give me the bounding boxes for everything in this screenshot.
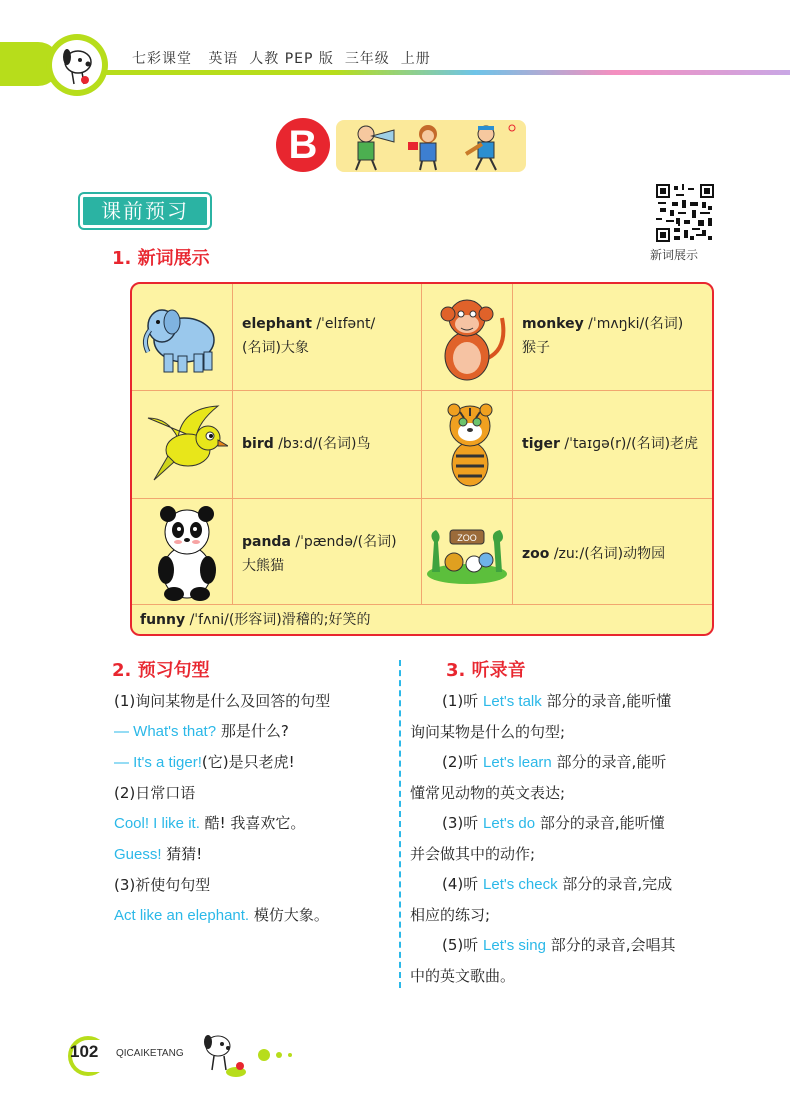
vocab-phonetic: /zuː/(名词)动物园 (549, 546, 666, 562)
english-text: Let's learn (483, 754, 552, 771)
listening-line: 中的英文歌曲。 (410, 967, 516, 985)
header-mascot-icon (52, 40, 102, 90)
vocab-meaning: 大熊猫 (242, 558, 284, 574)
sentences-list (114, 686, 330, 931)
vocab-meaning: (名词)大象 (242, 340, 309, 356)
listening-heading: 3. 听录音 (446, 660, 526, 681)
english-text: Act like an elephant. (114, 907, 250, 924)
vocab-word: zoo (522, 546, 550, 562)
vocab-word: tiger (522, 436, 560, 452)
sentence-line (114, 716, 330, 747)
qr-code-icon[interactable] (656, 184, 714, 242)
column-divider (399, 660, 401, 988)
listening-list (410, 686, 675, 991)
chinese-text: 猜猜! (161, 845, 203, 863)
vocab-elephant (242, 312, 417, 360)
chinese-text: 模仿大象。 (249, 906, 329, 924)
english-text: Let's do (483, 815, 536, 832)
chinese-text: 那是什么? (216, 722, 289, 740)
listening-line: 询问某物是什么的句型; (410, 723, 566, 741)
subject: 英语 (208, 51, 239, 67)
vocab-phonetic: /ˈfʌni/(形容词)滑稽的;好笑的 (185, 612, 371, 628)
vocab-word: panda (242, 534, 291, 550)
vocab-word: monkey (522, 316, 584, 332)
listening-line: (5)听 Let's sing 部分的录音,会唱其 (442, 936, 676, 954)
sentence-line (114, 839, 330, 870)
vocab-word: elephant (242, 316, 312, 332)
qr-caption: 新词展示 (650, 248, 699, 262)
kid-baseball-icon (466, 125, 515, 170)
sentence-line (114, 900, 330, 931)
sentence-line: (1)询问某物是什么及回答的句型 (114, 692, 331, 710)
english-text: Let's check (483, 876, 558, 893)
vocab-funny (140, 610, 370, 630)
header-rainbow-line (90, 70, 790, 75)
header-title (132, 48, 431, 68)
chinese-text: (它)是只老虎! (201, 753, 295, 771)
english-text: Cool! I like it. (114, 815, 200, 832)
page-number: 102 (70, 1042, 99, 1061)
sentences-heading: 2. 预习句型 (112, 660, 210, 681)
preview-tag (80, 194, 210, 228)
series-name: 七彩课堂 (132, 51, 192, 67)
kid-trumpet-icon (356, 126, 394, 170)
chinese-text: 酷! 我喜欢它。 (199, 814, 306, 832)
zoo-icon (424, 512, 510, 588)
english-text: — It's a tiger! (114, 754, 202, 771)
vocab-meaning: 猴子 (522, 340, 550, 356)
vocab-phonetic: /ˈpændə/(名词) (290, 534, 397, 550)
listening-line: 并会做其中的动作; (410, 845, 536, 863)
panda-icon (152, 506, 222, 602)
section-letter-badge: B (276, 118, 330, 172)
grade: 三年级 (344, 51, 390, 67)
kids-banner-illustration (336, 120, 526, 172)
listening-line: (4)听 Let's check 部分的录音,完成 (442, 875, 673, 893)
vocab-tiger (522, 432, 712, 456)
sentence-line (114, 747, 330, 778)
listening-line: 相应的练习; (410, 906, 491, 924)
listening-line: (3)听 Let's do 部分的录音,能听懂 (442, 814, 665, 832)
edition: 人教 PEP 版 (249, 51, 334, 67)
vocab-bird (242, 432, 417, 456)
monkey-icon (422, 288, 512, 388)
vocab-phonetic: /bɜːd/(名词)鸟 (273, 436, 371, 452)
vocab-phonetic: /ˈtaɪɡə(r)/(名词)老虎 (559, 436, 699, 452)
english-text: Guess! (114, 846, 162, 863)
bird-icon (138, 398, 228, 488)
vocab-table (130, 282, 714, 636)
english-text: — What's that? (114, 723, 217, 740)
footer-mascot-icon (196, 1030, 252, 1080)
kid-girl-icon (408, 125, 437, 170)
footer-dot (258, 1049, 270, 1061)
sentence-line (114, 808, 330, 839)
listening-line: (1)听 Let's talk 部分的录音,能听懂 (442, 692, 672, 710)
vocab-zoo (522, 542, 712, 566)
footer-dot (276, 1052, 282, 1058)
vocab-word: bird (242, 436, 274, 452)
vocab-word: funny (140, 612, 186, 628)
zoo-sign-text: ZOO (457, 533, 477, 543)
footer-dot (288, 1053, 292, 1057)
vocab-phonetic: /ˈelɪfənt/ (311, 316, 376, 332)
sentence-line: (2)日常口语 (114, 784, 196, 802)
preview-tag-label: 课前预习 (101, 199, 189, 223)
listening-line: 懂常见动物的英文表达; (410, 784, 566, 802)
vocab-monkey (522, 312, 707, 360)
tiger-icon (430, 396, 510, 492)
listening-line: (2)听 Let's learn 部分的录音,能听 (442, 753, 667, 771)
footer-brand: QICAIKETANG (116, 1048, 184, 1059)
vocab-phonetic: /ˈmʌŋki/(名词) (583, 316, 684, 332)
volume: 上册 (400, 51, 431, 67)
vocab-panda (242, 530, 417, 578)
elephant-icon (138, 292, 228, 382)
english-text: Let's talk (483, 693, 542, 710)
english-text: Let's sing (483, 937, 546, 954)
sentence-line: (3)祈使句句型 (114, 876, 211, 894)
vocab-heading: 1. 新词展示 (112, 248, 210, 269)
